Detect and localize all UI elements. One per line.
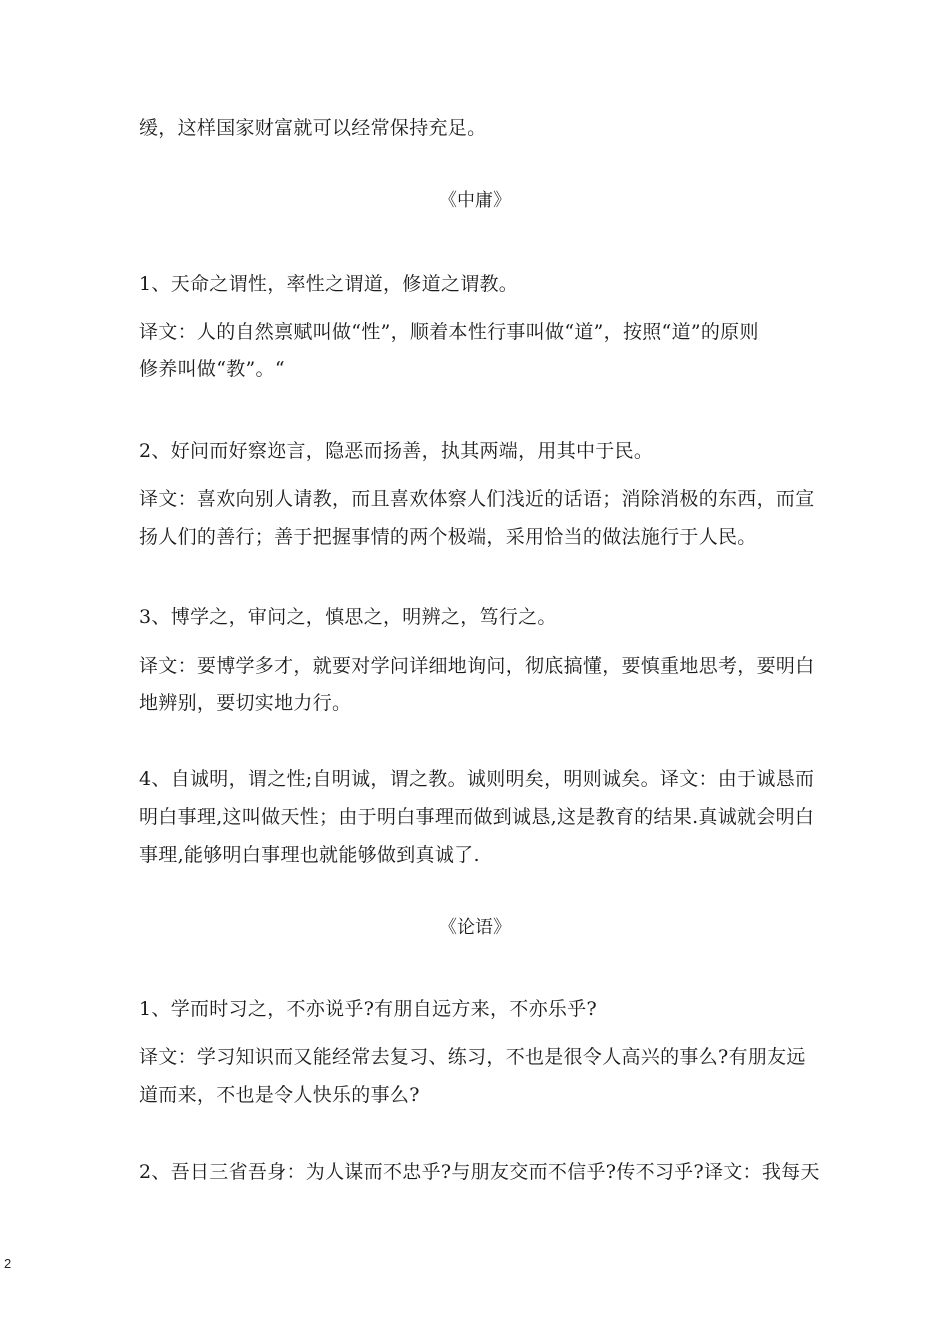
text-line-continuation: 缓，这样国家财富就可以经常保持充足。 [139,117,487,139]
text-line-lunyu-item-1: 1、学而时习之，不亦说乎?有朋自远方来，不亦乐乎? [139,998,597,1020]
page-number: 2 [4,1256,12,1271]
text-line-item-4c: 事理,能够明白事理也就能够做到真诚了. [139,844,480,866]
section-heading-lunyu: 《论语》 [439,917,511,938]
text-line-translation-2a: 译文：喜欢向别人请教，而且喜欢体察人们浅近的话语；消除消极的东西，而宣 [139,488,815,510]
text-line-lunyu-item-2: 2、吾日三省吾身：为人谋而不忠乎?与朋友交而不信乎?传不习乎?译文：我每天 [139,1161,820,1183]
text-line-translation-1b: 修养叫做“教”。“ [139,358,285,380]
text-line-item-4a: 4、自诚明，谓之性;自明诚，谓之教。诚则明矣，明则诚矣。译文：由于诚恳而 [139,768,815,790]
text-line-lunyu-translation-1b: 道而来，不也是令人快乐的事么? [139,1084,420,1106]
text-line-item-3: 3、博学之，审问之，慎思之，明辨之，笃行之。 [139,606,557,628]
text-line-item-1: 1、天命之谓性，率性之谓道，修道之谓教。 [139,273,519,295]
text-line-translation-2b: 扬人们的善行；善于把握事情的两个极端，采用恰当的做法施行于人民。 [139,526,757,548]
section-heading-zhongyong: 《中庸》 [439,190,511,211]
text-line-translation-3a: 译文：要博学多才，就要对学问详细地询问，彻底搞懂，要慎重地思考，要明白 [139,655,815,677]
text-line-translation-3b: 地辨别，要切实地力行。 [139,692,352,714]
text-line-item-2: 2、好问而好察迩言，隐恶而扬善，执其两端，用其中于民。 [139,440,654,462]
text-line-lunyu-translation-1a: 译文：学习知识而又能经常去复习、练习，不也是很令人高兴的事么?有朋友远 [139,1046,806,1068]
text-line-item-4b: 明白事理,这叫做天性；由于明白事理而做到诚恳,这是教育的结果.真诚就会明白 [139,806,815,828]
text-line-translation-1a: 译文：人的自然禀赋叫做“性”，顺着本性行事叫做“道”，按照“道”的原则 [139,321,759,343]
